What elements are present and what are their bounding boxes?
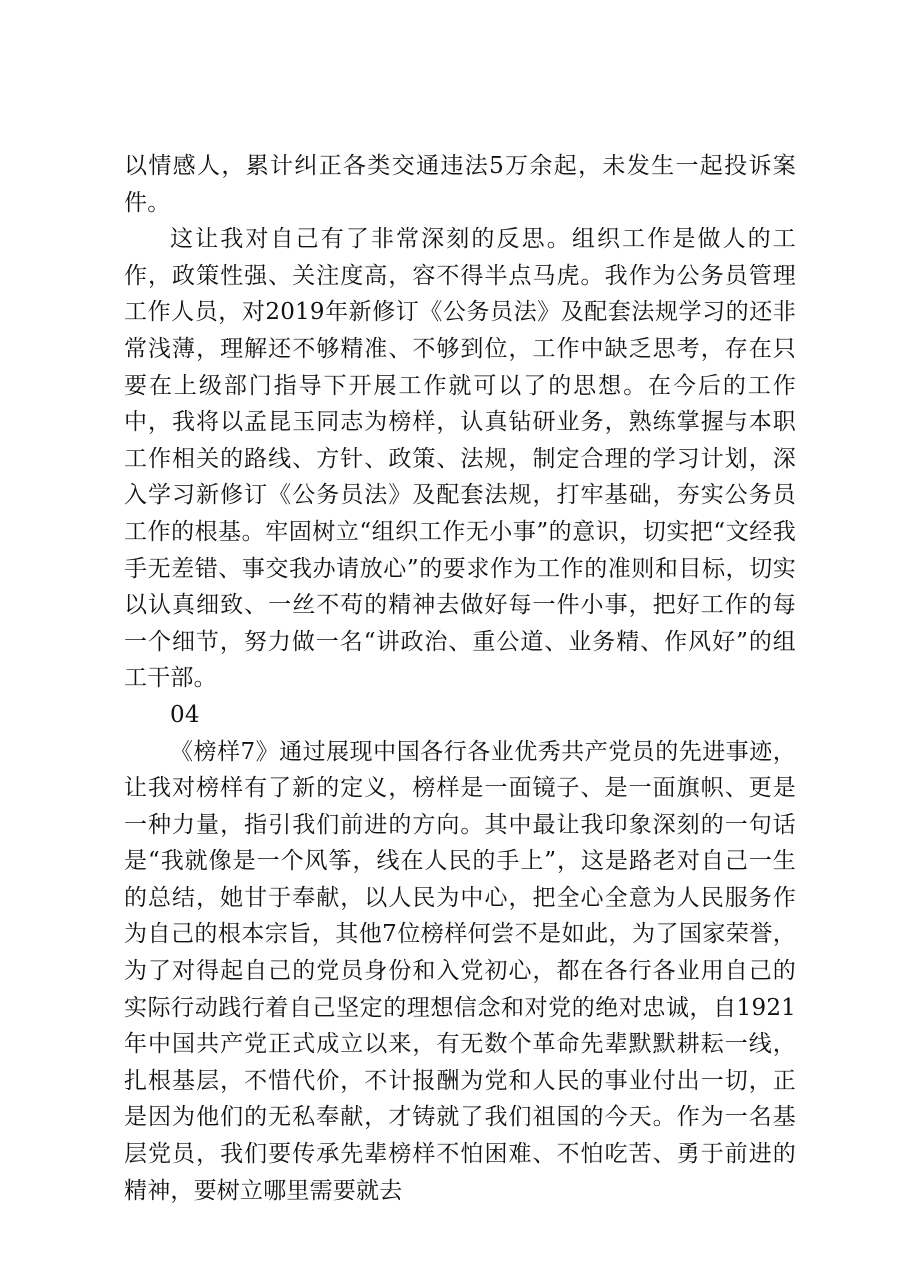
document-body [124, 148, 796, 1209]
paragraph-role-model: 《榜样7》通过展现中国各行各业优秀共产党员的先进事迹，让我对榜样有了新的定义，榜样是一面镜子、是一面旗帜、更是一种力量，指引我们前进的方向。其中最让我印象深刻的一句话是“我就像是一个风筝，线在人民的手上”，这是路老对自己一生的总结，她甘于奉献，以人民为中心，把全心全意为人民服务作为自己的根本宗旨，其他7位榜样何尝不是如此，为了国家荣誉，为了对得起自己的党员身份和入党初心，都在各行各业用自己的实际行动践行着自己坚定的理想信念和对党的绝对忠诚，自1921年中国共产党正式成立以来，有无数个革命先辈默默耕耘一线，扎根基层，不惜代价，不计报酬为党和人民的事业付出一切，正是因为他们的无私奉献，才铸就了我们祖国的今天。作为一名基层党员，我们要传承先辈榜样不怕困难、不怕吃苦、勇于前进的精神，要树立哪里需要就去 [124, 738, 796, 1204]
section-number: 04 [170, 701, 200, 728]
paragraph-continued: 以情感人，累计纠正各类交通违法5万余起，未发生一起投诉案件。 [124, 153, 796, 216]
paragraph-reflection: 这让我对自己有了非常深刻的反思。组织工作是做人的工作，政策性强、关注度高，容不得半点马虎。我作为公务员管理工作人员，对2019年新修订《公务员法》及配套法规学习的还非常浅薄，理解还不够精准、不够到位，工作中缺乏思考，存在只要在上级部门指导下开展工作就可以了的思想。在今后的工作中，我将以孟昆玉同志为榜样，认真钻研业务，熟练掌握与本职工作相关的路线、方针、政策、法规，制定合理的学习计划，深入学习新修订《公务员法》及配套法规，打牢基础，夯实公务员工作的根基。牢固树立“组织工作无小事”的意识，切实把“文经我手无差错、事交我办请放心”的要求作为工作的准则和目标，切实以认真细致、一丝不苟的精神去做好每一件小事，把好工作的每一个细节，努力做一名“讲政治、重公道、业务精、作风好”的组工干部。 [124, 226, 796, 692]
